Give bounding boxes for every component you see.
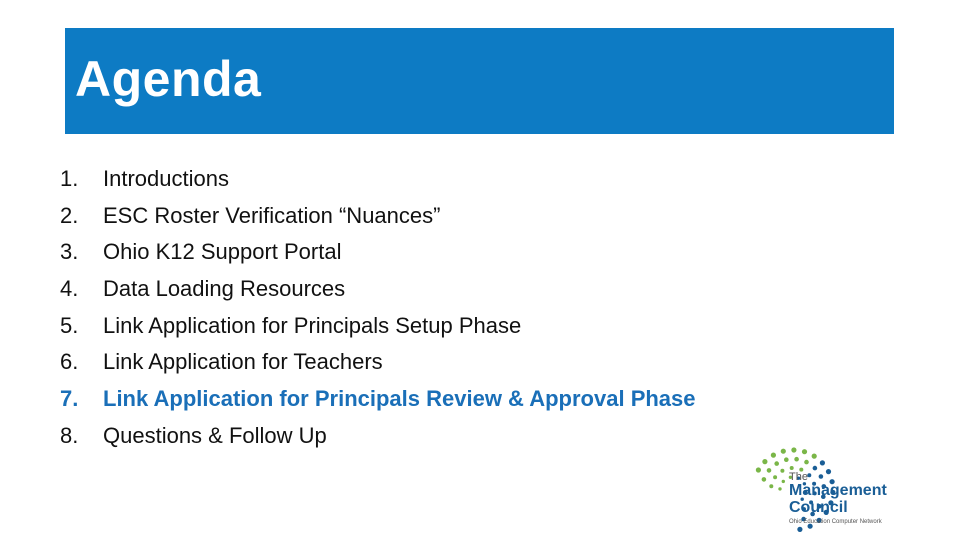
logo-dot	[769, 484, 773, 488]
agenda-item-text: Data Loading Resources	[103, 276, 346, 302]
agenda-item-number: 2.	[60, 202, 79, 228]
logo-tagline: Ohio Education Computer Network	[789, 519, 882, 525]
agenda-item-text: Link Application for Principals Review & Approval Phase	[103, 386, 696, 412]
agenda-item-text: ESC Roster Verification “Nuances”	[103, 202, 441, 228]
slide-title: Agenda	[75, 51, 262, 107]
logo-dot	[826, 469, 831, 474]
logo-dot	[820, 460, 825, 465]
agenda-item-number: 3.	[60, 239, 79, 265]
agenda-item-text: Ohio K12 Support Portal	[103, 239, 342, 265]
agenda-item-text: Link Application for Principals Setup Phase	[103, 312, 522, 338]
logo-dot	[774, 461, 779, 466]
logo-dot	[791, 447, 796, 452]
logo-dot	[756, 467, 761, 472]
agenda-item-5	[60, 308, 760, 345]
logo-dot	[812, 454, 817, 459]
logo-dot	[771, 453, 776, 458]
logo-dot	[762, 459, 767, 464]
agenda-item-4	[60, 271, 760, 308]
agenda-item-7-current	[60, 381, 760, 418]
logo-dot	[767, 468, 772, 473]
agenda-item-number: 8.	[60, 422, 79, 448]
agenda-item-1	[60, 161, 760, 198]
logo-dot	[797, 527, 802, 532]
agenda-item-number: 7.	[60, 386, 79, 412]
agenda-item-text: Introductions	[103, 166, 229, 191]
management-council-logo	[745, 438, 905, 534]
logo-dot	[780, 469, 784, 473]
agenda-item-text: Link Application for Teachers	[103, 349, 383, 375]
agenda-list	[60, 161, 760, 455]
logo-dot	[813, 466, 818, 471]
logo-line2: Council	[789, 499, 848, 516]
logo-dot	[781, 449, 786, 454]
agenda-item-6	[60, 344, 760, 381]
agenda-item-3	[60, 234, 760, 271]
agenda-item-number: 1.	[60, 166, 79, 191]
logo-name-text	[789, 482, 887, 516]
logo-dot	[804, 460, 809, 465]
agenda-item-8	[60, 418, 760, 455]
logo-line1: Management	[789, 482, 887, 499]
agenda-item-text: Questions & Follow Up	[103, 422, 327, 448]
logo-dot	[819, 474, 824, 479]
logo-dot	[778, 487, 781, 490]
logo-dot	[802, 449, 807, 454]
logo-dot	[794, 457, 799, 462]
agenda-item-number: 5.	[60, 312, 79, 338]
agenda-item-number: 6.	[60, 349, 79, 375]
logo-dot	[782, 480, 785, 483]
logo-dot	[773, 475, 777, 479]
logo-dot	[790, 466, 794, 470]
agenda-item-number: 4.	[60, 276, 79, 302]
agenda-item-2	[60, 198, 760, 235]
logo-dot	[762, 477, 767, 482]
title-banner	[65, 28, 894, 134]
logo-dot	[784, 457, 789, 462]
logo-the-text: The	[789, 471, 808, 483]
